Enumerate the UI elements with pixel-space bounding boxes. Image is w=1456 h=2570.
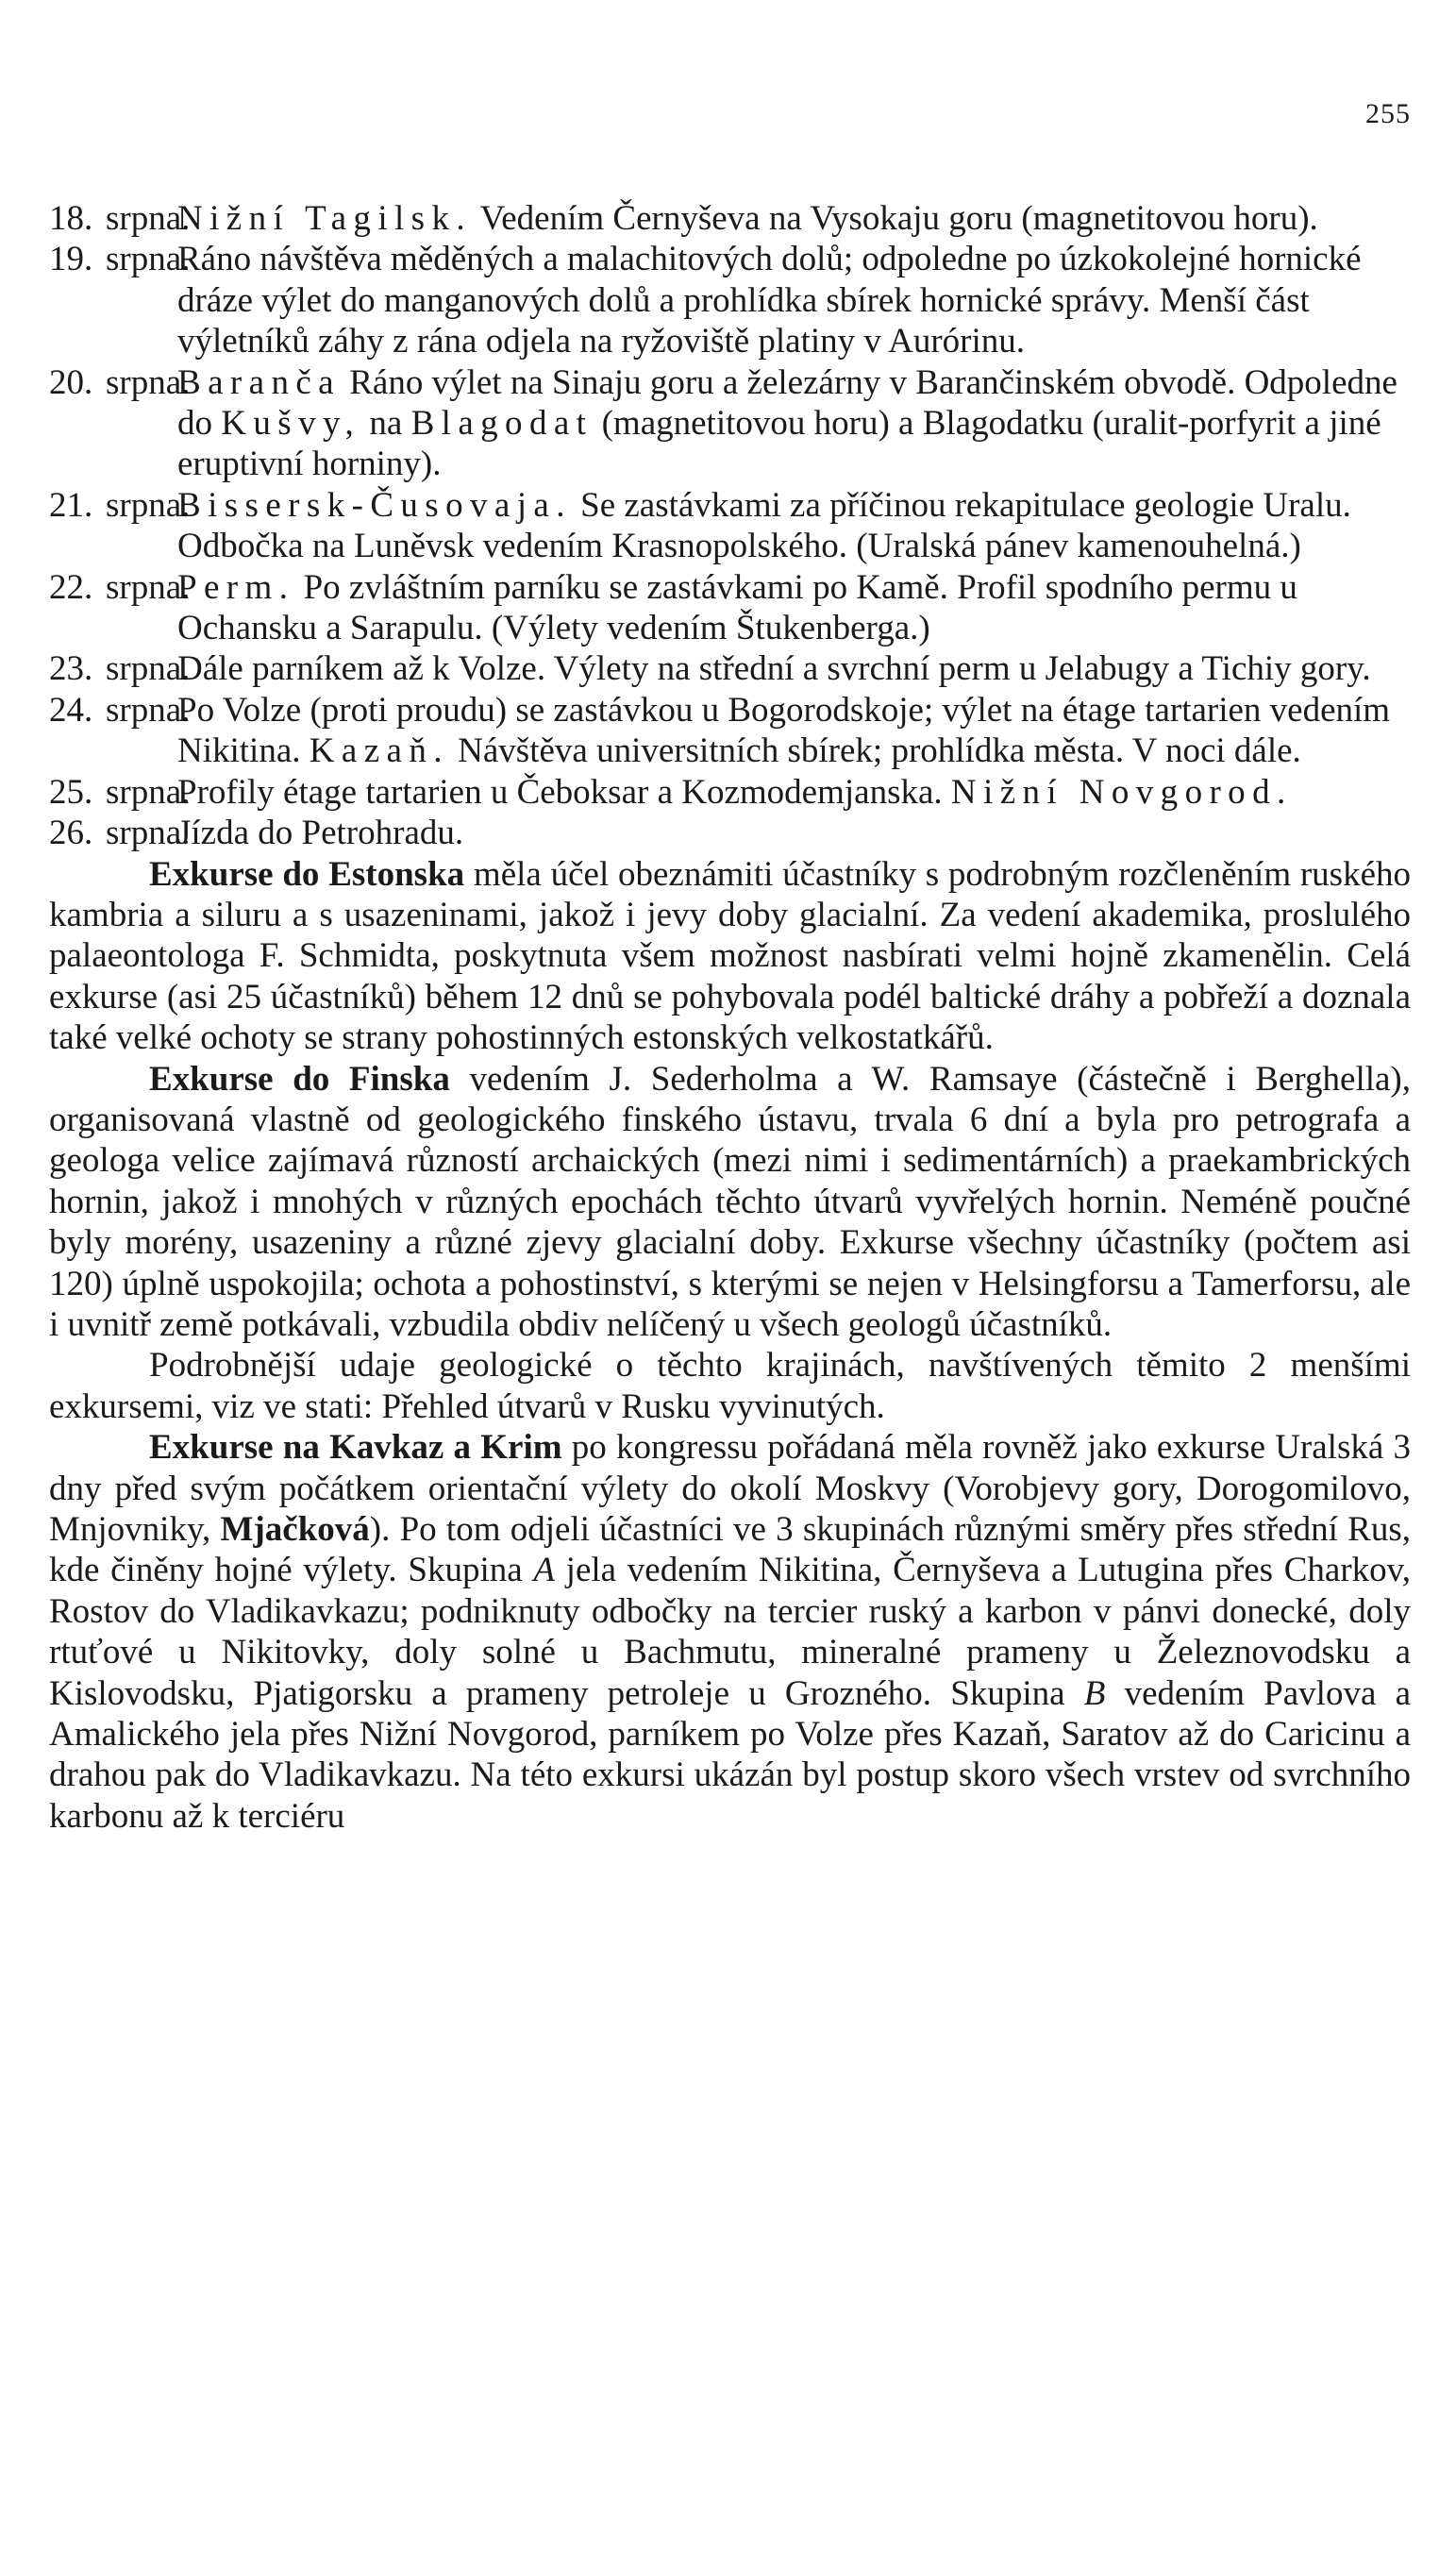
entry-number: 26.	[49, 814, 93, 853]
entry-text: Návštěva universitních sbírek; prohlídka města. V noci dále.	[448, 731, 1301, 771]
paragraph-text: ). Po tom odjeli účastníci ve 3 skupinách různými směry přes střední Rus, kde činěny hojné výlety. Skupina	[49, 1510, 1411, 1590]
paragraph-text: Podrobnější udaje geologické o těchto krajinách, navštívených těmito 2 menšími exkursemi, viz ve stati: Přehled útvarů v Rusku vyvinutých.	[49, 1346, 1411, 1426]
entry-number: 25.	[49, 772, 93, 812]
entry-text: (magnetitovou horu) a Blagodatku (uralit-porfyrit a jiné eruptivní horniny).	[177, 404, 1381, 484]
entry-place: Baranča	[177, 362, 341, 402]
entry-place: Kazaň.	[309, 731, 449, 771]
paragraph-text: jela vedením Nikitina, Černyševa a Lutugina přes Charkov, Rostov do Vladikavkazu; podniknuty odbočky na tercier ruský a karbon v pánvi donecké, doly rtuťové u Nikitovky, doly solné u Bachmutu, mineralné prameny u Železnovodsku a Kislovodsku, Pjatigorsku a prameny petroleje u Grozného. Skupina	[49, 1551, 1412, 1713]
group-label-b: B	[1083, 1673, 1106, 1713]
paragraph-details	[49, 1345, 1411, 1427]
group-label-a: A	[533, 1551, 555, 1590]
page-number: 255	[1365, 98, 1411, 129]
entry-place: Kušvy,	[221, 404, 361, 444]
paragraph-lead: Exkurse na Kavkaz a Krim	[149, 1428, 562, 1468]
entry-month: srpna.	[106, 199, 191, 238]
entry-text: Jízda do Petrohradu.	[177, 814, 464, 853]
entry-month: srpna.	[106, 814, 191, 853]
entry-month: srpna.	[106, 690, 191, 730]
entry-text: Dále parníkem až k Volze. Výlety na střední a svrchní perm u Jelabugy a Tichiy gory.	[177, 649, 1371, 689]
entry-month: srpna.	[106, 772, 191, 812]
entry-number: 19.	[49, 240, 93, 279]
entry-place: Perm.	[177, 567, 295, 607]
entry-month: srpna.	[106, 567, 191, 607]
entry-text: Profily étage tartarien u Čeboksar a Kozmodemjanska.	[177, 772, 951, 812]
diary-entry-24	[49, 690, 1411, 772]
paragraph-caucasus	[49, 1427, 1411, 1837]
diary-entry-23	[49, 648, 1411, 689]
entry-place: Blagodat	[410, 404, 594, 444]
page-text	[49, 198, 1411, 1837]
paragraph-text: vedením J. Sederholma a W. Ramsaye (částečně i Berghella), organisovaná vlastně od geologického finského ústavu, trvala 6 dní a byla pro petrografa a geologa velice zajímavá růzností archaických (mezi nimi i sedimentárních) a praekambrických hornin, jakož i mnohých v různých epochách těchto útvarů vyvřelých hornin. Neméně poučné byly morény, usazeniny a různé zjevy glacialní doby. Exkurse všechny účastníky (počtem asi 120) úplně uspokojila; ochota a pohostinství, s kterými se nejen v Helsingforsu a Tamerforsu, ale i uvnitř země potkávali, vzbudila obdiv nelíčený u všech geologů účastníků.	[49, 1059, 1411, 1344]
entry-number: 18.	[49, 199, 93, 238]
entry-text: Ráno návštěva měděných a malachitových dolů; odpoledne po úzkokolejné hornické dráze výlet do manganových dolů a prohlídka sbírek hornické správy. Menší část výletníků záhy z rána odjela na ryžoviště platiny v Aurórinu.	[177, 240, 1362, 361]
diary-entry-18	[49, 198, 1411, 239]
diary-entry-19	[49, 239, 1411, 361]
entry-number: 20.	[49, 362, 93, 402]
paragraph-finland	[49, 1059, 1411, 1346]
paragraph-text: vedením Pavlova a Amalického jela přes Nižní Novgorod, parníkem po Volze přes Kazaň, Saratov až do Caricinu a drahou pak do Vladikavkazu. Na této exkursi ukázán byl postup skoro všech vrstev od svrchního karbonu až k terciéru	[49, 1673, 1412, 1836]
paragraph-text: po kongressu pořádaná měla rovněž jako exkurse Uralská 3 dny před svým počátkem orientační výlety do okolí Moskvy (Vorobjevy gory, Dorogomilovo, Mnjovniky,	[49, 1428, 1411, 1549]
entry-place: Bissersk-Čusovaja.	[177, 485, 572, 525]
entry-month: srpna.	[106, 649, 191, 689]
entry-text: Po zvláštním parníku se zastávkami po Kamě. Profil spodního permu u Ochansku a Sarapulu. (Výlety vedením Štukenberga.)	[177, 567, 1297, 648]
diary-entry-22	[49, 567, 1411, 649]
paragraph-lead: Exkurse do Estonska	[149, 854, 465, 894]
paragraph-text: měla účel obeznámiti účastníky s podrobným rozčleněním ruského kambria a siluru a s usazeninami, jakož i jevy doby glacialní. Za vedení akademika, proslulého palaeontologa F. Schmidta, poskytnuta všem možnost nasbírati velmi hojně zkamenělin. Celá exkurse (asi 25 účastníků) během 12 dnů se pohybovala podél baltické dráhy a pobřeží a doznala také velké ochoty se strany pohostinných estonských velkostatkářů.	[49, 854, 1412, 1058]
entry-month: srpna.	[106, 362, 191, 402]
entry-month: srpna.	[106, 240, 191, 279]
entry-number: 21.	[49, 485, 93, 525]
diary-entry-26	[49, 813, 1411, 853]
entry-number: 23.	[49, 649, 93, 689]
entry-place: Nižní Tagilsk.	[177, 199, 473, 238]
paragraph-lead: Exkurse do Finska	[149, 1059, 450, 1099]
entry-number: 24.	[49, 690, 93, 730]
entry-number: 22.	[49, 567, 93, 607]
paragraph-bold: Mjačková	[220, 1510, 370, 1549]
entry-text: Po Volze (proti proudu) se zastávkou u Bogorodskoje; výlet na étage tartarien vedením Nikitina.	[177, 690, 1391, 771]
diary-entry-20	[49, 362, 1411, 485]
paragraph-estonia	[49, 854, 1411, 1059]
entry-text: na	[360, 404, 411, 444]
diary-entry-21	[49, 485, 1411, 567]
entry-place: Nižní Novgorod.	[950, 772, 1293, 812]
entry-month: srpna.	[106, 485, 191, 525]
entry-text: Se zastávkami za příčinou rekapitulace geologie Uralu. Odbočka na Luněvsk vedením Krasnopolského. (Uralská pánev kamenouhelná.)	[177, 485, 1351, 566]
entry-text: Ráno výlet na Sinaju goru a železárny v Barančinském obvodě. Odpoledne do	[177, 362, 1397, 444]
entry-text: Vedením Černyševa na Vysokaju goru (magnetitovou horu).	[472, 199, 1318, 238]
diary-entry-25	[49, 772, 1411, 813]
